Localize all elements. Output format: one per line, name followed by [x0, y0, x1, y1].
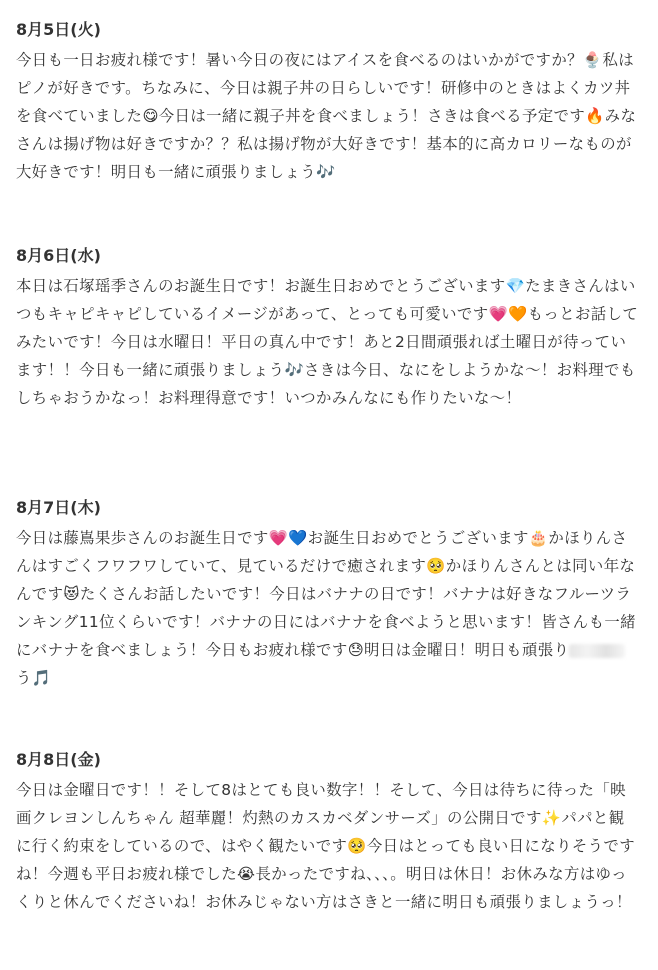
entry-date: 8月5日(火) [16, 20, 101, 39]
diary-entry-aug-7 [16, 498, 640, 692]
diary-entry-aug-6 [16, 246, 640, 412]
diary-entry-aug-5 [16, 20, 640, 186]
entry-body-text-end: う🎵 [16, 669, 52, 687]
entry-body-text: 今日は藤嶌果歩さんのお誕生日です💗💙お誕生日おめでとうございます🎂かほりんさんはすごくフワフワしていて、見ているだけで癒されます🥺かほりんさんとは同い年なんです😻たくさんお話したいです！今日はバナナの日です！バナナは好きなフルーツランキング11位くらいです！バナナの日にはバナナを食べようと思います！皆さんも一緒にバナナを食べましょう！今日もお疲れ様です😓明日は金曜日！明日も頑張り [16, 529, 636, 659]
entry-body: 今日は金曜日です！！そして8はとても良い数字！！そして、今日は待ちに待った「映画クレヨンしんちゃん 超華麗！灼熱のカスカベダンサーズ」の公開日です✨パパと観に行く約束をしているので、はやく観たいです🥺今日はとっても良い日になりそうですね！今週も平日お疲れ様でした😭長かったですね、、、。明日は休日！お休みな方はゆっくりと休んでくださいね！お休みじゃない方はさきと一緒に明日も頑張りましょうっ！ [16, 781, 635, 911]
blurred-text [569, 644, 625, 658]
entry-date: 8月7日(木) [16, 498, 101, 517]
diary-entry-aug-8 [16, 750, 640, 916]
entry-body [16, 524, 640, 692]
entry-date: 8月8日(金) [16, 750, 101, 769]
entry-body: 今日も一日お疲れ様です！暑い今日の夜にはアイスを食べるのはいかがですか？🍨私はピノが好きです。ちなみに、今日は親子丼の日らしいです！研修中のときはよくカツ丼を食べていました😋今日は一緒に親子丼を食べましょう！さきは食べる予定です🔥みなさんは揚げ物は好きですか？？私は揚げ物が大好きです！基本的に高カロリーなものが大好きです！明日も一緒に頑張りましょう🎶 [16, 51, 637, 181]
entry-date: 8月6日(水) [16, 246, 101, 265]
entry-body: 本日は石塚瑶季さんのお誕生日です！お誕生日おめでとうございます💎たまきさんはいつもキャピキャピしているイメージがあって、とっても可愛いです💗🧡もっとお話してみたいです！今日は水曜日！平日の真ん中です！あと2日間頑張れば土曜日が待っています！！今日も一緒に頑張りましょう🎶さきは今日、なにをしようかな〜！お料理でもしちゃおうかなっ！お料理得意です！いつかみんなにも作りたいな〜！ [16, 277, 639, 407]
